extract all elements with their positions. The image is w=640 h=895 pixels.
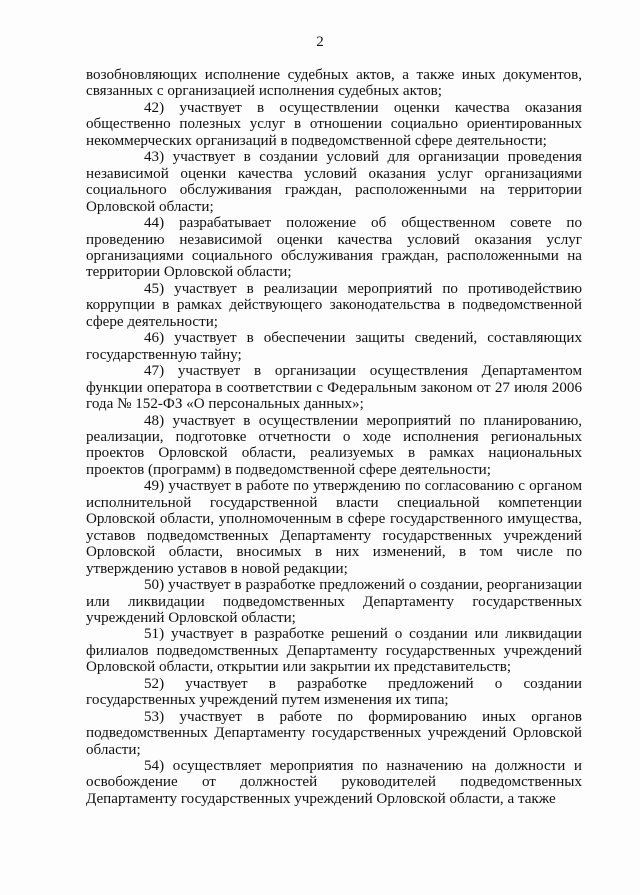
paragraph: 50) участвует в разработке предложений о создании, реорганизации или ликвидации подведомственных Департаменту государственных учреждений Орловской области; [86, 577, 582, 626]
paragraph: 54) осуществляет мероприятия по назначению на должности и освобождение от должностей руководителей подведомственных Департаменту государственных учреждений Орловской области, а также [86, 758, 582, 807]
document-body [86, 67, 582, 807]
paragraph: 42) участвует в осуществлении оценки качества оказания общественно полезных услуг в отношении социально ориентированных некоммерческих организаций в подведомственной сфере деятельности; [86, 99, 582, 149]
paragraph: 48) участвует в осуществлении мероприятий по планированию, реализации, подготовке отчетности о ходе исполнения региональных проектов Орловской области, реализуемых в рамках национальных проектов (программ) в подведомственной сфере деятельности; [86, 412, 582, 478]
paragraph: 53) участвует в работе по формированию иных органов подведомственных Департаменту государственных учреждений Орловской области; [86, 708, 582, 758]
paragraph: 49) участвует в работе по утверждению по согласованию с органом исполнительной государственной власти специальной компетенции Орловской области, уполномоченным в сфере государственного имущества, уставов подведомственных Департаменту государственных учреждений Орловской области, вносимых в них изменений, в том числе по утверждению уставов в новой редакции; [86, 478, 582, 577]
paragraph: 47) участвует в организации осуществления Департаментом функции оператора в соответствии с Федеральным законом от 27 июля 2006 года № 152-ФЗ «О персональных данных»; [86, 363, 582, 413]
paragraph: 45) участвует в реализации мероприятий по противодействию коррупции в рамках действующего законодательства в подведомственной сфере деятельности; [86, 280, 582, 330]
page-number: 2 [316, 34, 324, 50]
paragraph: возобновляющих исполнение судебных актов, а также иных документов, связанных с организацией исполнения судебных актов; [86, 67, 582, 100]
paragraph: 52) участвует в разработке предложений о создании государственных учреждений путем изменения их типа; [86, 675, 582, 709]
paragraph: 46) участвует в обеспечении защиты сведений, составляющих государственную тайну; [86, 330, 582, 363]
paragraph: 43) участвует в создании условий для организации проведения независимой оценки качества условий оказания услуг организациями социального обслуживания граждан, расположенными на территории Орловской области; [86, 149, 582, 215]
paragraph: 51) участвует в разработке решений о создании или ликвидации филиалов подведомственных Департаменту государственных учреждений Орловской области, открытии или закрытии их представительств; [86, 626, 582, 676]
paragraph: 44) разрабатывает положение об общественном совете по проведению независимой оценки качества условий оказания услуг организациями социального обслуживания граждан, расположенными на территории Орловской области; [86, 215, 582, 281]
